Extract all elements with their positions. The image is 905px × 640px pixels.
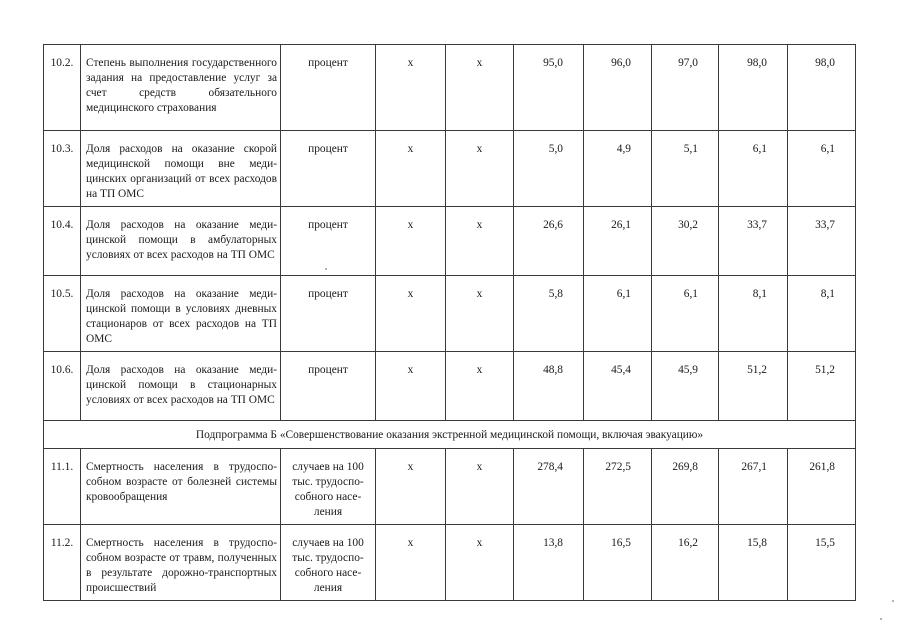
base-value-1: х: [376, 525, 446, 601]
year-value-5: 51,2: [788, 352, 856, 421]
year-value-4: 33,7: [719, 207, 788, 276]
base-value-2: х: [446, 352, 514, 421]
row-number: 11.1.: [44, 449, 81, 525]
year-value-3: 5,1: [652, 131, 719, 207]
indicator-name: Смертность населения в трудоспособном возрасте от болезней системы кровообращения: [81, 449, 281, 525]
unit-of-measure: процент: [281, 207, 376, 276]
indicator-name: Доля расходов на оказание медицинской помощи в стационарных условиях от всех расходов на ТП ОМС: [81, 352, 281, 421]
table-row: [44, 449, 856, 525]
year-value-3: 45,9: [652, 352, 719, 421]
row-number: 10.2.: [44, 45, 81, 131]
row-number: 10.3.: [44, 131, 81, 207]
scan-speck: [892, 600, 894, 602]
year-value-4: 98,0: [719, 45, 788, 131]
subprogram-heading: Подпрограмма Б «Совершенствование оказания экстренной медицинской помощи, включая эвакуацию»: [44, 421, 856, 449]
row-number: 10.4.: [44, 207, 81, 276]
year-value-5: 98,0: [788, 45, 856, 131]
row-number: 10.6.: [44, 352, 81, 421]
year-value-3: 16,2: [652, 525, 719, 601]
indicator-name: Смертность населения в трудоспособном возрасте от травм, полученных в результате дорожно-транспортных происшествий: [81, 525, 281, 601]
base-value-2: х: [446, 449, 514, 525]
year-value-5: 15,5: [788, 525, 856, 601]
unit-of-measure: процент: [281, 352, 376, 421]
base-value-1: х: [376, 449, 446, 525]
base-value-1: х: [376, 207, 446, 276]
indicator-name: Доля расходов на оказание скорой медицинской помощи вне медицинских организаций от всех расходов на ТП ОМС: [81, 131, 281, 207]
indicator-name: Степень выполнения государственного задания на предоставление услуг за счет средств обязательного медицинского страхования: [81, 45, 281, 131]
year-value-2: 96,0: [584, 45, 652, 131]
year-value-1: 13,8: [514, 525, 584, 601]
base-value-1: х: [376, 45, 446, 131]
base-value-2: х: [446, 131, 514, 207]
indicator-name: Доля расходов на оказание медицинской помощи в условиях дневных стационаров от всех расходов на ТП ОМС: [81, 276, 281, 352]
indicators-table: [43, 44, 856, 601]
year-value-2: 6,1: [584, 276, 652, 352]
year-value-2: 272,5: [584, 449, 652, 525]
base-value-2: х: [446, 525, 514, 601]
year-value-3: 269,8: [652, 449, 719, 525]
year-value-1: 278,4: [514, 449, 584, 525]
row-number: 10.5.: [44, 276, 81, 352]
year-value-1: 95,0: [514, 45, 584, 131]
table-row: [44, 131, 856, 207]
year-value-3: 97,0: [652, 45, 719, 131]
year-value-2: 4,9: [584, 131, 652, 207]
year-value-4: 267,1: [719, 449, 788, 525]
table-row: [44, 525, 856, 601]
year-value-5: 8,1: [788, 276, 856, 352]
indicator-name: Доля расходов на оказание медицинской помощи в амбулаторных условиях от всех расходов на ТП ОМС: [81, 207, 281, 276]
table-row: [44, 207, 856, 276]
base-value-1: х: [376, 352, 446, 421]
table-row: [44, 45, 856, 131]
unit-of-measure: случаев на 100 тыс. трудоспособного населения: [281, 449, 376, 525]
base-value-1: х: [376, 131, 446, 207]
year-value-5: 33,7: [788, 207, 856, 276]
year-value-4: 51,2: [719, 352, 788, 421]
base-value-2: х: [446, 276, 514, 352]
subprogram-row: [44, 421, 856, 449]
year-value-1: 5,0: [514, 131, 584, 207]
base-value-1: х: [376, 276, 446, 352]
base-value-2: х: [446, 45, 514, 131]
year-value-1: 48,8: [514, 352, 584, 421]
year-value-2: 45,4: [584, 352, 652, 421]
scan-speck: [325, 268, 327, 270]
year-value-4: 15,8: [719, 525, 788, 601]
base-value-2: х: [446, 207, 514, 276]
unit-of-measure: случаев на 100 тыс. трудоспособного населения: [281, 525, 376, 601]
year-value-5: 6,1: [788, 131, 856, 207]
year-value-1: 26,6: [514, 207, 584, 276]
year-value-4: 8,1: [719, 276, 788, 352]
year-value-3: 30,2: [652, 207, 719, 276]
year-value-1: 5,8: [514, 276, 584, 352]
year-value-3: 6,1: [652, 276, 719, 352]
year-value-2: 26,1: [584, 207, 652, 276]
unit-of-measure: процент: [281, 45, 376, 131]
unit-of-measure: процент: [281, 131, 376, 207]
table-row: [44, 276, 856, 352]
scan-speck: [880, 618, 882, 620]
year-value-5: 261,8: [788, 449, 856, 525]
row-number: 11.2.: [44, 525, 81, 601]
table-row: [44, 352, 856, 421]
year-value-4: 6,1: [719, 131, 788, 207]
unit-of-measure: процент: [281, 276, 376, 352]
year-value-2: 16,5: [584, 525, 652, 601]
